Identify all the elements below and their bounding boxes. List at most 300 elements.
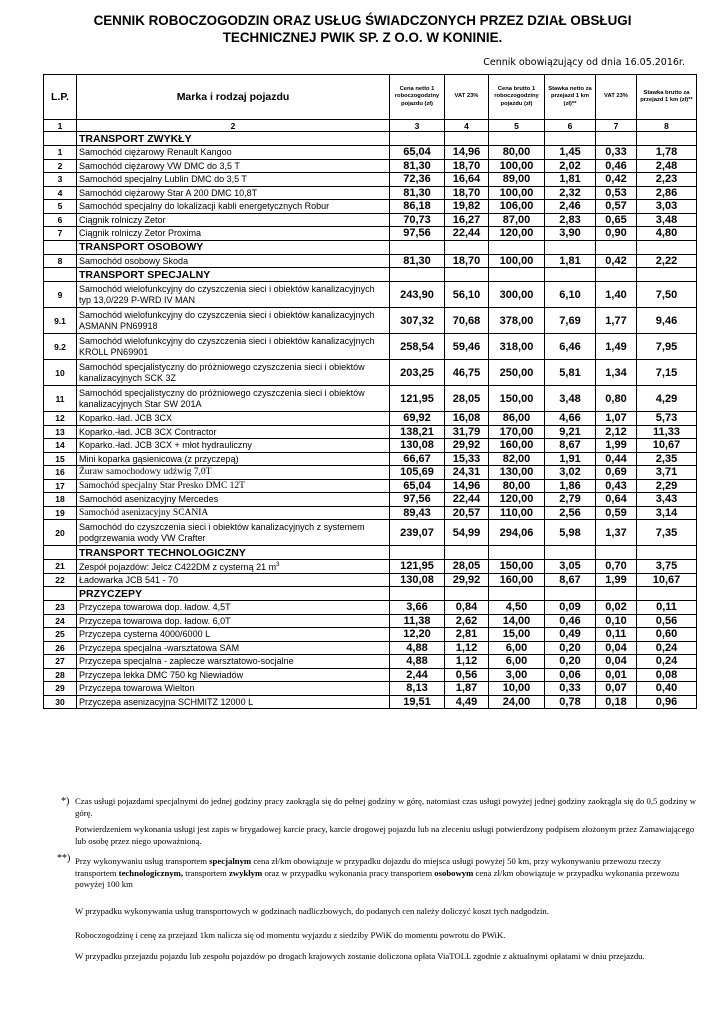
vehicle-name-text: Przyczepa cysterna 4000/6000 L xyxy=(79,629,211,639)
section-empty-cell xyxy=(637,132,697,146)
table-row xyxy=(44,506,697,520)
vehicle-name-text: Samochód osobowy Skoda xyxy=(79,255,189,266)
row-lp: 1 xyxy=(44,146,77,160)
section-label: TRANSPORT SPECJALNY xyxy=(77,268,390,282)
row-value-c6: 2,83 xyxy=(545,213,596,227)
section-empty-cell xyxy=(637,546,697,560)
row-lp: 21 xyxy=(44,560,77,574)
section-empty-cell xyxy=(596,546,637,560)
row-value-c6: 3,48 xyxy=(545,386,596,412)
row-lp: 6 xyxy=(44,213,77,227)
row-value-c4: 16,64 xyxy=(445,173,489,187)
row-value-c3: 72,36 xyxy=(390,173,445,187)
table-row xyxy=(44,334,697,360)
row-lp: 5 xyxy=(44,200,77,214)
row-value-c8: 2,22 xyxy=(637,254,697,268)
column-number: 6 xyxy=(545,120,596,132)
section-label: TRANSPORT TECHNOLOGICZNY xyxy=(77,546,390,560)
row-lp: 17 xyxy=(44,479,77,493)
row-value-c5: 80,00 xyxy=(489,146,545,160)
row-value-c7: 1,49 xyxy=(596,334,637,360)
row-value-c5: 150,00 xyxy=(489,560,545,574)
footnote-mark-2: **) xyxy=(57,853,71,864)
row-vehicle-name xyxy=(77,520,390,546)
row-vehicle-name xyxy=(77,254,390,268)
row-value-c4: 20,57 xyxy=(445,506,489,520)
row-value-c7: 0,18 xyxy=(596,695,637,709)
row-value-c6: 8,67 xyxy=(545,439,596,453)
vehicle-name-text: Samochód specjalistyczny do próżniowego czyszczenia sieci i obiektów kanalizacyjnych SCK 3Z xyxy=(79,362,365,383)
header-vat-km: VAT 23% xyxy=(596,75,637,120)
row-value-c7: 0,90 xyxy=(596,227,637,241)
header-gross-km: Stawka brutto za przejazd 1 km (zł)** xyxy=(637,75,697,120)
row-value-c8: 4,80 xyxy=(637,227,697,241)
row-value-c8: 3,75 xyxy=(637,560,697,574)
row-value-c7: 1,77 xyxy=(596,308,637,334)
vehicle-name-text: Samochód specjalny Lublin DMC do 3,5 T xyxy=(79,174,247,184)
row-value-c8: 2,48 xyxy=(637,159,697,173)
row-value-c6: 1,86 xyxy=(545,479,596,493)
row-lp: 16 xyxy=(44,466,77,480)
row-value-c5: 6,00 xyxy=(489,641,545,655)
row-value-c7: 0,10 xyxy=(596,614,637,628)
row-value-c4: 0,56 xyxy=(445,668,489,682)
row-value-c8: 0,08 xyxy=(637,668,697,682)
row-vehicle-name xyxy=(77,282,390,308)
row-lp: 15 xyxy=(44,452,77,466)
row-value-c4: 4,49 xyxy=(445,695,489,709)
row-value-c4: 22,44 xyxy=(445,493,489,507)
row-value-c6: 5,98 xyxy=(545,520,596,546)
row-value-c4: 14,96 xyxy=(445,479,489,493)
table-header-row xyxy=(44,75,697,120)
row-value-c7: 0,04 xyxy=(596,641,637,655)
row-vehicle-name xyxy=(77,146,390,160)
row-vehicle-name xyxy=(77,493,390,507)
row-value-c6: 5,81 xyxy=(545,360,596,386)
row-value-c8: 0,56 xyxy=(637,614,697,628)
row-value-c8: 0,24 xyxy=(637,641,697,655)
row-value-c5: 318,00 xyxy=(489,334,545,360)
table-row xyxy=(44,520,697,546)
row-value-c5: 250,00 xyxy=(489,360,545,386)
row-value-c5: 294,06 xyxy=(489,520,545,546)
row-value-c4: 16,27 xyxy=(445,213,489,227)
row-value-c6: 0,46 xyxy=(545,614,596,628)
row-value-c7: 0,33 xyxy=(596,146,637,160)
row-value-c8: 5,73 xyxy=(637,412,697,426)
row-value-c7: 0,57 xyxy=(596,200,637,214)
row-value-c7: 1,34 xyxy=(596,360,637,386)
column-number: 3 xyxy=(390,120,445,132)
footnote-3-bold: specjalnym xyxy=(209,856,252,866)
table-row xyxy=(44,560,697,574)
section-empty-cell xyxy=(489,268,545,282)
table-row xyxy=(44,641,697,655)
row-value-c4: 56,10 xyxy=(445,282,489,308)
row-value-c3: 258,54 xyxy=(390,334,445,360)
row-value-c4: 1,12 xyxy=(445,641,489,655)
row-value-c8: 7,35 xyxy=(637,520,697,546)
row-value-c7: 1,40 xyxy=(596,282,637,308)
row-value-c6: 9,21 xyxy=(545,425,596,439)
table-row xyxy=(44,655,697,669)
row-lp: 30 xyxy=(44,695,77,709)
section-label: TRANSPORT ZWYKŁY xyxy=(77,132,390,146)
row-value-c7: 1,99 xyxy=(596,573,637,587)
row-vehicle-name xyxy=(77,695,390,709)
row-lp: 19 xyxy=(44,506,77,520)
row-value-c8: 3,14 xyxy=(637,506,697,520)
row-lp: 22 xyxy=(44,573,77,587)
row-value-c8: 2,86 xyxy=(637,186,697,200)
row-value-c3: 97,56 xyxy=(390,227,445,241)
vehicle-name-text: Ciągnik rolniczy Zetor Proxima xyxy=(79,228,202,238)
row-lp: 28 xyxy=(44,668,77,682)
row-vehicle-name xyxy=(77,227,390,241)
row-value-c4: 2,62 xyxy=(445,614,489,628)
row-value-c8: 2,23 xyxy=(637,173,697,187)
row-value-c6: 1,91 xyxy=(545,452,596,466)
row-value-c8: 7,15 xyxy=(637,360,697,386)
row-value-c8: 0,40 xyxy=(637,682,697,696)
table-row xyxy=(44,601,697,615)
row-value-c7: 0,53 xyxy=(596,186,637,200)
row-value-c3: 105,69 xyxy=(390,466,445,480)
footnote-6: W przypadku przejazdu pojazdu lub zespołu pojazdów po drogach krajowych zostanie doliczona opłata ViaTOLL zgodnie z aktualnymi opłatami w dniu przejazdu. xyxy=(75,951,645,961)
row-value-c7: 0,69 xyxy=(596,466,637,480)
row-value-c8: 2,35 xyxy=(637,452,697,466)
row-value-c8: 10,67 xyxy=(637,573,697,587)
row-lp: 4 xyxy=(44,186,77,200)
row-value-c5: 120,00 xyxy=(489,227,545,241)
section-empty-cell xyxy=(390,132,445,146)
section-empty-cell xyxy=(445,546,489,560)
table-row xyxy=(44,173,697,187)
section-row xyxy=(44,268,697,282)
row-value-c5: 80,00 xyxy=(489,479,545,493)
row-value-c7: 0,11 xyxy=(596,628,637,642)
row-value-c7: 0,01 xyxy=(596,668,637,682)
row-value-c7: 0,04 xyxy=(596,655,637,669)
row-value-c6: 2,79 xyxy=(545,493,596,507)
section-label: TRANSPORT OSOBOWY xyxy=(77,240,390,254)
row-value-c4: 15,33 xyxy=(445,452,489,466)
row-value-c5: 10,00 xyxy=(489,682,545,696)
row-value-c7: 0,43 xyxy=(596,479,637,493)
row-value-c4: 19,82 xyxy=(445,200,489,214)
table-row xyxy=(44,668,697,682)
vehicle-name-text: Przyczepa towarowa dop. ładow. 6,0T xyxy=(79,615,231,626)
row-vehicle-name xyxy=(77,308,390,334)
row-value-c3: 243,90 xyxy=(390,282,445,308)
row-value-c7: 1,07 xyxy=(596,412,637,426)
table-row xyxy=(44,412,697,426)
column-number: 1 xyxy=(44,120,77,132)
title-line-2: TECHNICZNEJ PWIK SP. Z O.O. W KONINIE. xyxy=(222,30,503,45)
valid-from-date: Cennik obowiązujący od dnia 16.05.2016r. xyxy=(483,57,685,68)
row-vehicle-name xyxy=(77,655,390,669)
row-value-c4: 18,70 xyxy=(445,159,489,173)
row-value-c6: 0,33 xyxy=(545,682,596,696)
section-empty-cell xyxy=(637,240,697,254)
row-value-c4: 18,70 xyxy=(445,254,489,268)
row-value-c7: 0,80 xyxy=(596,386,637,412)
document-title xyxy=(0,12,725,46)
row-value-c6: 4,66 xyxy=(545,412,596,426)
section-empty-cell xyxy=(489,240,545,254)
footnote-3-text: transportem xyxy=(183,867,229,878)
row-lp: 8 xyxy=(44,254,77,268)
section-empty-cell xyxy=(489,132,545,146)
row-lp: 24 xyxy=(44,614,77,628)
row-vehicle-name xyxy=(77,360,390,386)
footnote-3-text: Przy wykonywaniu usług transportem xyxy=(75,856,210,866)
table-row xyxy=(44,466,697,480)
table-row xyxy=(44,146,697,160)
vehicle-name-text: Samochód asenizacyjny SCANIA xyxy=(79,507,209,518)
row-value-c5: 100,00 xyxy=(489,186,545,200)
row-value-c7: 0,44 xyxy=(596,452,637,466)
row-value-c3: 69,92 xyxy=(390,412,445,426)
row-value-c8: 11,33 xyxy=(637,425,697,439)
vehicle-name-text: Samochód specjalny Star Presko DMC 12T xyxy=(79,480,245,491)
row-value-c6: 0,78 xyxy=(545,695,596,709)
row-value-c3: 4,88 xyxy=(390,641,445,655)
section-label: PRZYCZEPY xyxy=(77,587,390,601)
row-value-c3: 19,51 xyxy=(390,695,445,709)
row-value-c5: 87,00 xyxy=(489,213,545,227)
header-name: Marka i rodzaj pojazdu xyxy=(77,75,390,120)
column-number: 4 xyxy=(445,120,489,132)
table-body xyxy=(44,120,697,709)
row-value-c5: 89,00 xyxy=(489,173,545,187)
price-table xyxy=(43,74,697,709)
row-vehicle-name xyxy=(77,614,390,628)
table-row xyxy=(44,227,697,241)
row-lp: 9.2 xyxy=(44,334,77,360)
row-value-c6: 7,69 xyxy=(545,308,596,334)
row-lp: 9.1 xyxy=(44,308,77,334)
vehicle-name-text: Samochód wielofunkcyjny do czyszczenia sieci i obiektów kanalizacyjnych typ 13,0/229 P-WRD IV MAN xyxy=(79,284,375,305)
row-vehicle-name xyxy=(77,439,390,453)
row-value-c5: 6,00 xyxy=(489,655,545,669)
vehicle-name-text: Koparko.-ład. JCB 3CX Contractor xyxy=(79,426,217,437)
row-value-c8: 3,48 xyxy=(637,213,697,227)
row-value-c5: 100,00 xyxy=(489,254,545,268)
row-lp: 23 xyxy=(44,601,77,615)
column-number-row xyxy=(44,120,697,132)
row-value-c7: 0,70 xyxy=(596,560,637,574)
vehicle-name-superscript: 3 xyxy=(276,562,280,568)
row-value-c8: 9,46 xyxy=(637,308,697,334)
table-row xyxy=(44,425,697,439)
row-value-c3: 65,04 xyxy=(390,479,445,493)
section-empty-cell xyxy=(44,268,77,282)
row-value-c8: 3,71 xyxy=(637,466,697,480)
row-value-c6: 3,05 xyxy=(545,560,596,574)
table-row xyxy=(44,682,697,696)
row-value-c8: 7,95 xyxy=(637,334,697,360)
section-empty-cell xyxy=(596,240,637,254)
table-row xyxy=(44,628,697,642)
row-value-c4: 1,12 xyxy=(445,655,489,669)
row-value-c3: 8,13 xyxy=(390,682,445,696)
row-value-c4: 29,92 xyxy=(445,573,489,587)
row-lp: 26 xyxy=(44,641,77,655)
row-value-c5: 378,00 xyxy=(489,308,545,334)
row-lp: 10 xyxy=(44,360,77,386)
section-empty-cell xyxy=(390,268,445,282)
row-value-c3: 138,21 xyxy=(390,425,445,439)
row-value-c5: 15,00 xyxy=(489,628,545,642)
row-value-c5: 110,00 xyxy=(489,506,545,520)
row-value-c3: 307,32 xyxy=(390,308,445,334)
section-empty-cell xyxy=(545,587,596,601)
row-value-c6: 3,90 xyxy=(545,227,596,241)
row-lp: 14 xyxy=(44,439,77,453)
row-value-c6: 1,81 xyxy=(545,254,596,268)
row-value-c3: 81,30 xyxy=(390,159,445,173)
column-number: 5 xyxy=(489,120,545,132)
row-vehicle-name xyxy=(77,479,390,493)
row-value-c8: 3,03 xyxy=(637,200,697,214)
row-value-c6: 0,20 xyxy=(545,655,596,669)
row-value-c4: 0,84 xyxy=(445,601,489,615)
row-vehicle-name xyxy=(77,506,390,520)
row-value-c4: 70,68 xyxy=(445,308,489,334)
header-lp: L.P. xyxy=(44,75,77,120)
row-vehicle-name xyxy=(77,628,390,642)
table-row xyxy=(44,452,697,466)
row-value-c4: 29,92 xyxy=(445,439,489,453)
table-row xyxy=(44,186,697,200)
row-value-c5: 14,00 xyxy=(489,614,545,628)
row-value-c8: 10,67 xyxy=(637,439,697,453)
row-value-c4: 16,08 xyxy=(445,412,489,426)
vehicle-name-text: Przyczepa specjalna -warsztatowa SAM xyxy=(79,642,240,653)
section-empty-cell xyxy=(545,240,596,254)
section-empty-cell xyxy=(445,587,489,601)
row-lp: 29 xyxy=(44,682,77,696)
row-value-c4: 31,79 xyxy=(445,425,489,439)
vehicle-name-text: Ładowarka JCB 541 - 70 xyxy=(79,574,179,585)
row-value-c6: 2,56 xyxy=(545,506,596,520)
row-value-c7: 0,59 xyxy=(596,506,637,520)
title-line-1: CENNIK ROBOCZOGODZIN ORAZ USŁUG ŚWIADCZONYCH PRZEZ DZIAŁ OBSŁUGI xyxy=(93,13,632,28)
row-value-c8: 3,43 xyxy=(637,493,697,507)
row-value-c5: 130,00 xyxy=(489,466,545,480)
row-value-c3: 86,18 xyxy=(390,200,445,214)
row-value-c8: 0,11 xyxy=(637,601,697,615)
table-row xyxy=(44,200,697,214)
row-value-c3: 81,30 xyxy=(390,186,445,200)
section-row xyxy=(44,132,697,146)
section-empty-cell xyxy=(545,546,596,560)
row-vehicle-name xyxy=(77,573,390,587)
row-lp: 20 xyxy=(44,520,77,546)
row-value-c4: 59,46 xyxy=(445,334,489,360)
vehicle-name-text: Przyczepa specjalna - zaplecze warsztatowo-socjalne xyxy=(79,656,294,666)
row-value-c5: 3,00 xyxy=(489,668,545,682)
section-empty-cell xyxy=(44,546,77,560)
row-value-c5: 170,00 xyxy=(489,425,545,439)
header-net-hour: Cena netto 1 roboczogodziny pojazdu (zł) xyxy=(390,75,445,120)
row-value-c6: 2,02 xyxy=(545,159,596,173)
row-lp: 25 xyxy=(44,628,77,642)
row-lp: 18 xyxy=(44,493,77,507)
row-value-c5: 300,00 xyxy=(489,282,545,308)
row-value-c6: 3,02 xyxy=(545,466,596,480)
section-empty-cell xyxy=(596,132,637,146)
row-vehicle-name xyxy=(77,452,390,466)
column-number: 8 xyxy=(637,120,697,132)
section-empty-cell xyxy=(445,268,489,282)
row-lp: 12 xyxy=(44,412,77,426)
row-value-c6: 8,67 xyxy=(545,573,596,587)
vehicle-name-text: Przyczepa towarowa dop. ładow. 4,5T xyxy=(79,602,231,612)
row-value-c8: 0,60 xyxy=(637,628,697,642)
row-value-c7: 1,37 xyxy=(596,520,637,546)
section-empty-cell xyxy=(596,587,637,601)
footnote-3-bold: osobowym xyxy=(434,867,474,878)
row-value-c5: 82,00 xyxy=(489,452,545,466)
row-vehicle-name xyxy=(77,159,390,173)
row-value-c8: 0,24 xyxy=(637,655,697,669)
vehicle-name-text: Samochód ciężarowy Star A 200 DMC 10,8T xyxy=(79,187,258,198)
vehicle-name-text: Samochód asenizacyjny Mercedes xyxy=(79,494,219,504)
table-row xyxy=(44,159,697,173)
row-value-c3: 81,30 xyxy=(390,254,445,268)
row-value-c4: 1,87 xyxy=(445,682,489,696)
footnote-3-text: cena zł/km obowiązuje w przypadku wykonania przewozu powyżej 100 km xyxy=(75,867,680,889)
table-row xyxy=(44,493,697,507)
row-vehicle-name xyxy=(77,682,390,696)
footnote-mark-1: *) xyxy=(61,796,70,807)
row-value-c7: 1,99 xyxy=(596,439,637,453)
footnote-3-text: oraz w przypadku wykonania pracy transportem xyxy=(262,867,435,878)
row-value-c3: 203,25 xyxy=(390,360,445,386)
footnote-1: Czas usługi pojazdami specjalnymi do jednej godziny pracy zaokrągla się do pełnej godziny w górę, natomiast czas usługi powyżej jednej godziny zaokrągla się do 0,5 godziny w górę. xyxy=(75,796,696,818)
row-vehicle-name xyxy=(77,412,390,426)
row-lp: 13 xyxy=(44,425,77,439)
row-value-c6: 2,32 xyxy=(545,186,596,200)
vehicle-name-text: Samochód wielofunkcyjny do czyszczenia sieci i obiektów kanalizacyjnych KROLL PN69901 xyxy=(79,336,375,357)
section-empty-cell xyxy=(489,546,545,560)
row-value-c5: 100,00 xyxy=(489,159,545,173)
row-value-c7: 0,02 xyxy=(596,601,637,615)
row-value-c4: 14,96 xyxy=(445,146,489,160)
row-value-c4: 2,81 xyxy=(445,628,489,642)
row-value-c3: 239,07 xyxy=(390,520,445,546)
row-value-c3: 3,66 xyxy=(390,601,445,615)
row-value-c6: 0,09 xyxy=(545,601,596,615)
table-row xyxy=(44,282,697,308)
row-value-c3: 121,95 xyxy=(390,386,445,412)
row-lp: 9 xyxy=(44,282,77,308)
row-value-c7: 0,42 xyxy=(596,254,637,268)
table-row xyxy=(44,308,697,334)
vehicle-name-text: Mini koparka gąsienicowa (z przyczepą) xyxy=(79,453,239,464)
row-value-c3: 121,95 xyxy=(390,560,445,574)
row-value-c4: 24,31 xyxy=(445,466,489,480)
section-empty-cell xyxy=(390,587,445,601)
table-row xyxy=(44,573,697,587)
row-value-c6: 1,81 xyxy=(545,173,596,187)
section-empty-cell xyxy=(44,132,77,146)
row-lp: 3 xyxy=(44,173,77,187)
row-lp: 27 xyxy=(44,655,77,669)
